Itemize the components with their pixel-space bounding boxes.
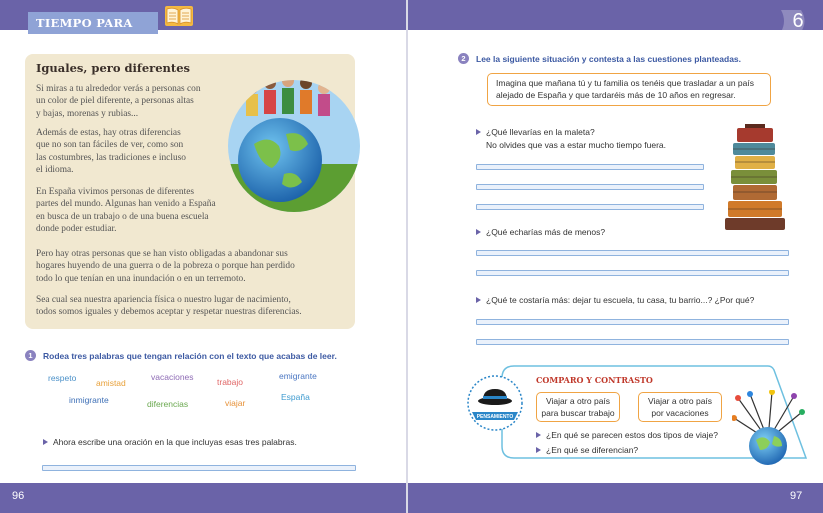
activity-number-2: 2 — [458, 53, 469, 64]
reading-paragraph: En España vivimos personas de diferentes partes del mundo. Algunas han venido a España en busca de un trabajo o de una buena escuela donde poder estudiar. — [36, 187, 216, 235]
page-gutter — [406, 0, 408, 513]
bullet-arrow-icon — [536, 447, 541, 453]
bullet-arrow-icon — [476, 297, 481, 303]
question-1-note: No olvides que vas a estar mucho tiempo fuera. — [486, 140, 667, 150]
answer-line[interactable] — [476, 319, 789, 325]
badge-label: PENSAMIENTO — [476, 414, 514, 420]
section-tab: TIEMPO PARA LEER — [28, 12, 158, 34]
option-vacation-travel: Viajar a otro país por vacaciones — [638, 392, 722, 422]
word-emigrante[interactable]: emigrante — [279, 371, 317, 381]
answer-line[interactable] — [476, 270, 789, 276]
answer-line[interactable] — [476, 339, 789, 345]
scenario-box: Imagina que mañana tú y tu familia os tenéis que trasladar a un país alejado de España y que tardaréis más de 10 años en regresar. — [487, 73, 771, 106]
stacked-suitcases-image — [723, 122, 787, 232]
word-diferencias[interactable]: diferencias — [147, 399, 189, 409]
activity1-prompt: Ahora escribe una oración en la que incluyas esas tres palabras. — [53, 437, 297, 447]
bullet-arrow-icon — [536, 432, 541, 438]
reading-title: Iguales, pero diferentes — [36, 61, 191, 75]
word-inmigrante[interactable]: inmigrante — [69, 395, 109, 405]
activity2-instruction: Lee la siguiente situación y contesta a las cuestiones planteadas. — [476, 54, 742, 64]
answer-line[interactable] — [476, 204, 704, 210]
compare-question-1: ¿En qué se parecen estos dos tipos de viaje? — [546, 430, 718, 440]
activity1-instruction: Rodea tres palabras que tengan relación con el texto que acabas de leer. — [43, 351, 337, 361]
bottom-bar-right — [408, 483, 823, 513]
word-amistad[interactable]: amistad — [96, 378, 126, 388]
thinking-hat-badge — [466, 374, 524, 432]
word-trabajo[interactable]: trabajo — [217, 377, 243, 387]
bullet-arrow-icon — [43, 439, 48, 445]
activity-number-1: 1 — [25, 350, 36, 361]
question-1: ¿Qué llevarías en la maleta? — [486, 127, 595, 137]
reading-paragraph: Sea cual sea nuestra apariencia física o nuestro lugar de nacimiento, todos somos iguales y debemos aceptar y respetar nuestras diferencias. — [36, 295, 302, 318]
open-book-icon — [164, 4, 194, 28]
answer-line[interactable] — [476, 184, 704, 190]
globe-pins-icon — [732, 390, 806, 466]
compare-question-2: ¿En qué se diferencian? — [546, 445, 639, 455]
word-espana[interactable]: España — [281, 392, 310, 402]
top-bar-right — [408, 0, 823, 30]
reading-paragraph: Además de estas, hay otras diferencias que no son tan fáciles de ver, como son las costumbres, las tradiciones e incluso el idioma. — [36, 128, 186, 176]
word-respeto[interactable]: respeto — [48, 373, 77, 383]
question-3: ¿Qué te costaría más: dejar tu escuela, tu casa, tu barrio...? ¿Por qué? — [486, 295, 755, 305]
answer-line[interactable] — [476, 250, 789, 256]
question-2: ¿Qué echarías más de menos? — [486, 227, 606, 237]
answer-line[interactable] — [476, 164, 704, 170]
children-globe-photo — [224, 64, 364, 222]
page-number-right: 97 — [790, 490, 803, 502]
unit-number: 6 — [792, 10, 804, 32]
word-vacaciones[interactable]: vacaciones — [151, 372, 194, 382]
reading-paragraph: Si miras a tu alrededor verás a personas con un color de piel diferente, a personas altas y bajas, morenas y rubias... — [36, 84, 201, 119]
compare-title: COMPARO Y CONTRASTO — [536, 375, 653, 385]
word-viajar[interactable]: viajar — [225, 398, 246, 408]
bottom-bar-left — [0, 483, 407, 513]
bullet-arrow-icon — [476, 229, 481, 235]
answer-line[interactable] — [42, 465, 356, 471]
page-number-left: 96 — [12, 490, 25, 502]
bullet-arrow-icon — [476, 129, 481, 135]
option-work-travel: Viajar a otro país para buscar trabajo — [536, 392, 620, 422]
reading-paragraph: Pero hay otras personas que se han visto obligadas a abandonar sus hogares huyendo de una guerra o de la pobreza o porque han perdido todo lo que tenían en una inundación o en un terremoto. — [36, 249, 295, 284]
